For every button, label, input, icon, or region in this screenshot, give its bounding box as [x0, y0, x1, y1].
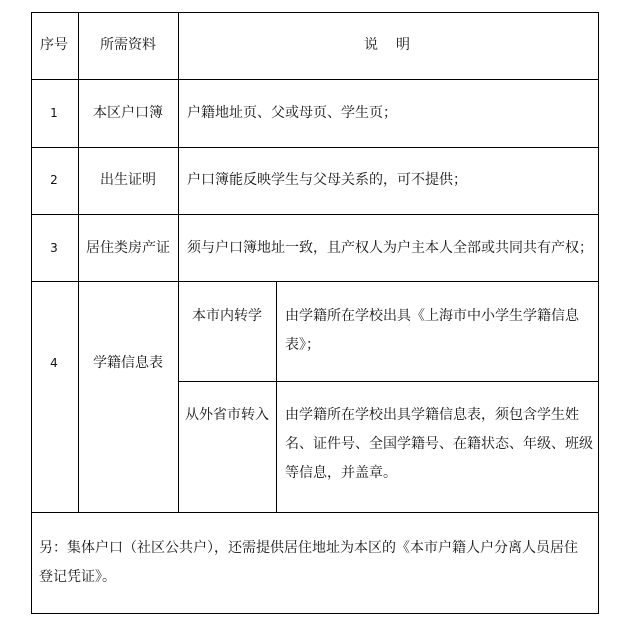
- row-divider: [31, 281, 599, 282]
- table-border-right: [598, 12, 599, 614]
- row-divider: [31, 512, 599, 513]
- subrow-type: 本市内转学: [192, 308, 262, 324]
- col-divider: [78, 12, 79, 512]
- table-border-left: [31, 12, 32, 614]
- row-description: 须与户口簿地址一致，且产权人为户主本人全部或共同共有产权；: [187, 240, 593, 256]
- row-material: 出生证明: [100, 172, 156, 188]
- row-divider: [31, 214, 599, 215]
- row-material: 本区户口簿: [93, 105, 163, 121]
- row-description: 户籍地址页、父或母页、学生页；: [187, 105, 397, 121]
- row-seq: 2: [50, 173, 58, 187]
- note-line: 另：集体户口（社区公共户），还需提供居住地址为本区的《本市户籍人户分离人员居住: [39, 540, 578, 556]
- subrow-type: 从外省市转入: [185, 407, 269, 423]
- subrow-description-line: 等信息，并盖章。: [285, 465, 397, 481]
- row-material: 居住类房产证: [86, 240, 170, 256]
- table-border-top: [31, 12, 599, 13]
- materials-table: [31, 12, 599, 614]
- row-divider: [31, 147, 599, 148]
- row-seq: 4: [50, 356, 58, 370]
- header-material: 所需资料: [100, 37, 156, 53]
- row-material: 学籍信息表: [93, 355, 163, 371]
- row-description: 户口簿能反映学生与父母关系的，可不提供；: [187, 172, 467, 188]
- row-seq: 1: [50, 106, 58, 120]
- table-border-bottom: [31, 613, 599, 614]
- note-line: 登记凭证》。: [39, 569, 116, 585]
- subrow-description-line: 由学籍所在学校出具《上海市中小学生学籍信息: [285, 308, 579, 324]
- row-divider: [31, 79, 599, 80]
- subrow-divider: [178, 381, 599, 382]
- subrow-description-line: 表》；: [285, 337, 320, 353]
- subcol-divider: [276, 281, 277, 512]
- col-divider: [178, 12, 179, 512]
- header-description: 说 明: [364, 37, 412, 53]
- header-seq: 序号: [40, 37, 68, 53]
- subrow-description-line: 名、证件号、全国学籍号、在籍状态、年级、班级: [285, 436, 593, 452]
- subrow-description-line: 由学籍所在学校出具学籍信息表，须包含学生姓: [285, 407, 579, 423]
- row-seq: 3: [50, 241, 58, 255]
